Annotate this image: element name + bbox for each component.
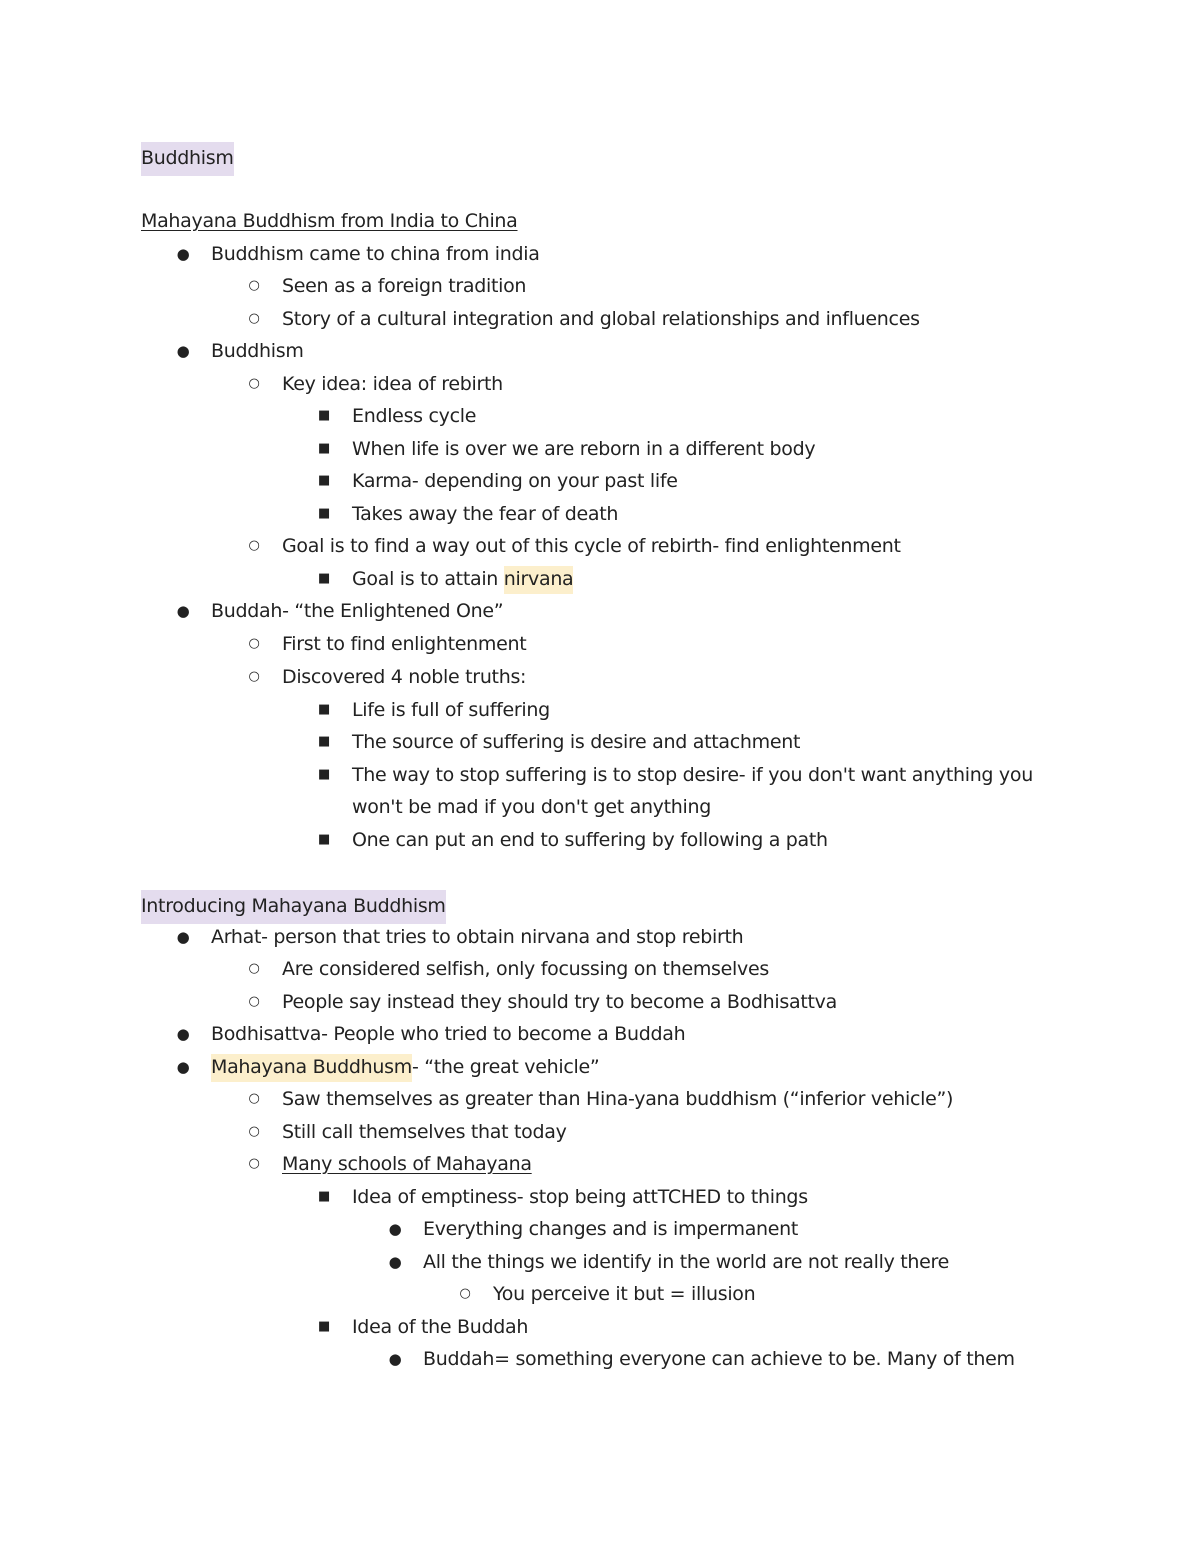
bullet-circle-icon: ○: [248, 1124, 260, 1139]
bullet-dot-icon: ●: [388, 1253, 402, 1271]
bullet-square-icon: ■: [318, 1319, 330, 1334]
section-heading: Introducing Mahayana Buddhism: [141, 890, 446, 924]
bullet-circle-icon: ○: [248, 669, 260, 684]
subheading: Many schools of Mahayana: [282, 1153, 532, 1175]
bullet-circle-icon: ○: [459, 1286, 471, 1301]
bullet-square-icon: ■: [318, 832, 330, 847]
bullet-square-icon: ■: [318, 734, 330, 749]
section-heading: Mahayana Buddhism from India to China: [141, 210, 518, 232]
bullet-circle-icon: ○: [248, 636, 260, 651]
highlighted-term: Mahayana Buddhusm: [211, 1054, 412, 1082]
bullet-square-icon: ■: [318, 1189, 330, 1204]
bullet-dot-icon: ●: [388, 1350, 402, 1368]
bullet-square-icon: ■: [318, 408, 330, 423]
bullet-square-icon: ■: [318, 767, 330, 782]
bullet-circle-icon: ○: [248, 961, 260, 976]
bullet-circle-icon: ○: [248, 538, 260, 553]
bullet-circle-icon: ○: [248, 376, 260, 391]
bullet-circle-icon: ○: [248, 1156, 260, 1171]
bullet-square-icon: ■: [318, 506, 330, 521]
bullet-circle-icon: ○: [248, 994, 260, 1009]
bullet-dot-icon: ●: [176, 602, 190, 620]
document-page: Buddhism Mahayana Buddhism from India to China ● Buddhism came to china from india ○ Seen as a foreign tradition ○ Story of a cultural integration and global relationships and influences ● Buddhism ○ Key idea: idea of rebirth ■ Endless cycle ■ When life is over we are reborn in a different body ■ Karma- depending on your past life ■ Takes away the fear of death ○ Goal is to find a way out of this cycle of rebirth- find enlightenment ■ Goal is to attain nirvana ● Buddah- “the Enlightened One” ○ First to find enlightenment ○ Discovered 4 noble truths: ■ Life is full of suffering ■ The source of suffering is desire and attachment ■ The way to stop suffering is to stop desire- if you don't want anything you won't be mad if you don't get anything ■ One can put an end to suffering by following a path Introducing Mahayana Buddhism ● Arhat- person that tries to obtain nirvana and stop rebirth ○ Are considered selfish, only focussing on themselves ○ People say instead they should try to become a Bodhisattva ● Bodhisattva- People who tried to become a Buddah ● Mahayana Buddhusm- “the great vehicle” ○ Saw themselves as greater than Hina-yana buddhism (“inferior vehicle”) ○ Still call themselves that today ○ Many schools of Mahayana ■ Idea of emptiness- stop being attTCHED to things ● Everything changes and is impermanent ● All the things we identify in the world are not really there ○ You perceive it but = illusion ■ Idea of the Buddah ● Buddah= something everyone can achieve to be. Many of them: [0, 0, 1200, 1553]
bullet-circle-icon: ○: [248, 278, 260, 293]
bullet-square-icon: ■: [318, 702, 330, 717]
bullet-dot-icon: ●: [176, 1058, 190, 1076]
bullet-dot-icon: ●: [176, 245, 190, 263]
bullet-square-icon: ■: [318, 571, 330, 586]
bullet-dot-icon: ●: [176, 928, 190, 946]
bullet-dot-icon: ●: [388, 1220, 402, 1238]
bullet-square-icon: ■: [318, 441, 330, 456]
document-title: Buddhism: [141, 142, 234, 176]
highlighted-term: nirvana: [504, 566, 574, 594]
bullet-square-icon: ■: [318, 473, 330, 488]
bullet-dot-icon: ●: [176, 1025, 190, 1043]
bullet-circle-icon: ○: [248, 1091, 260, 1106]
bullet-dot-icon: ●: [176, 342, 190, 360]
bullet-circle-icon: ○: [248, 311, 260, 326]
